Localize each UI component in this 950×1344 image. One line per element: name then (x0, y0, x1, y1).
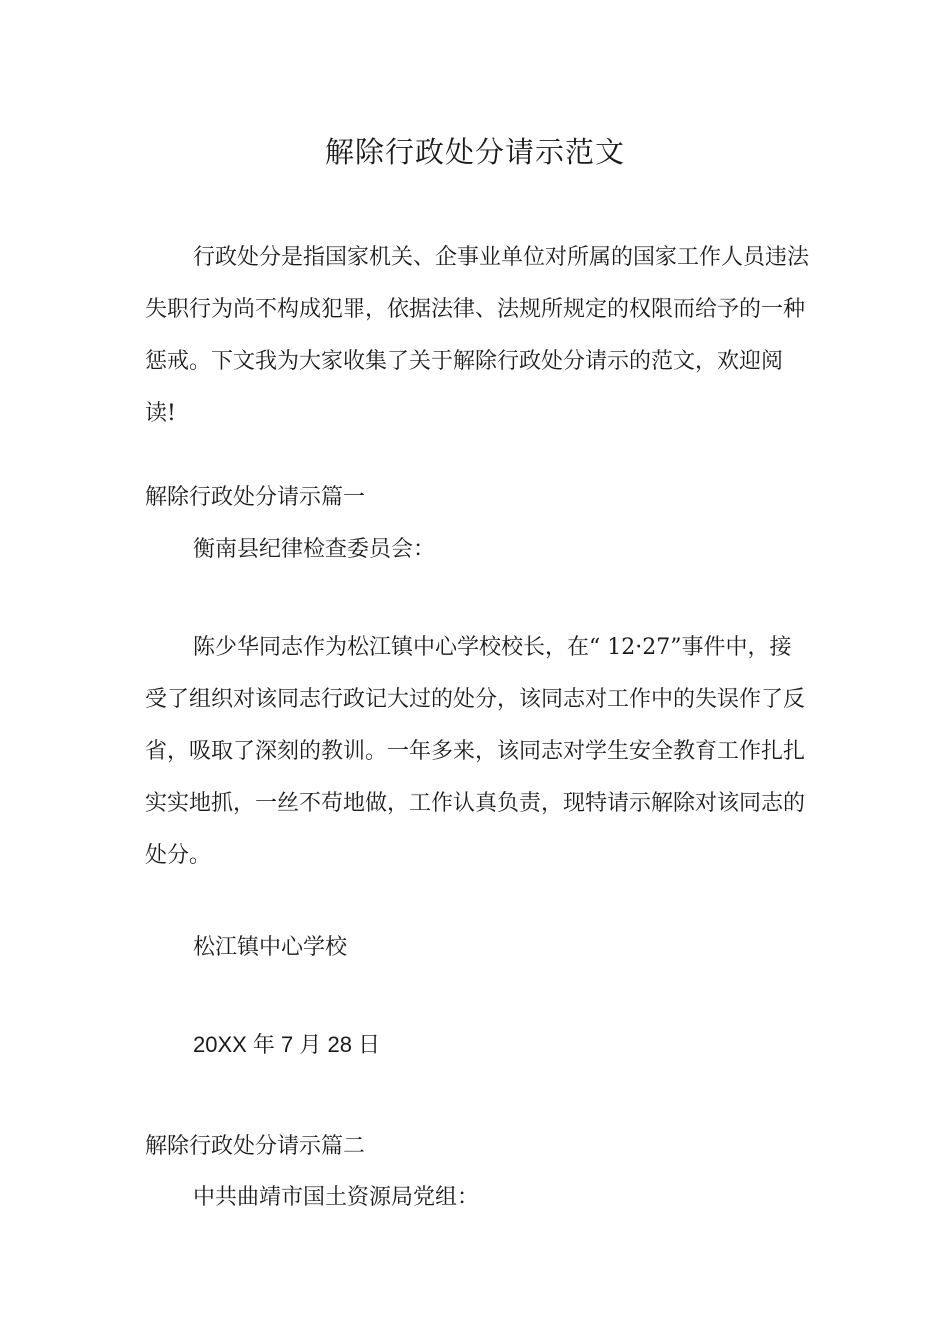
section-2-salutation: 中共曲靖市国土资源局党组： (193, 1185, 480, 1210)
section-1-body: 陈少华同志作为松江镇中心学校校长，在“ 12·27”事件中，接受了组织对该同志行政记大过的处分，该同志对工作中的失误作了反省，吸取了深刻的教训。一年多来，该同志对学生安全教育工作扎扎实实地抓，一丝不苟地做，工作认真负责，现特请示解除对该同志的处分。 (145, 635, 806, 868)
section-2-heading: 解除行政处分请示篇二 (145, 1134, 366, 1159)
section-1-heading: 解除行政处分请示篇一 (145, 485, 366, 510)
section-1-salutation: 衡南县纪律检查委员会： (193, 537, 436, 562)
section-1-signature: 松江镇中心学校 (193, 935, 348, 960)
intro-paragraph: 行政处分是指国家机关、企事业单位对所属的国家工作人员违法失职行为尚不构成犯罪，依据法律、法规所规定的权限而给予的一种惩戒。下文我为大家收集了关于解除行政处分请示的范文，欢迎阅读! (145, 245, 810, 426)
section-1-date: 20XX 年 7 月 28 日 (193, 1032, 381, 1057)
document-title: 解除行政处分请示范文 (324, 135, 625, 169)
